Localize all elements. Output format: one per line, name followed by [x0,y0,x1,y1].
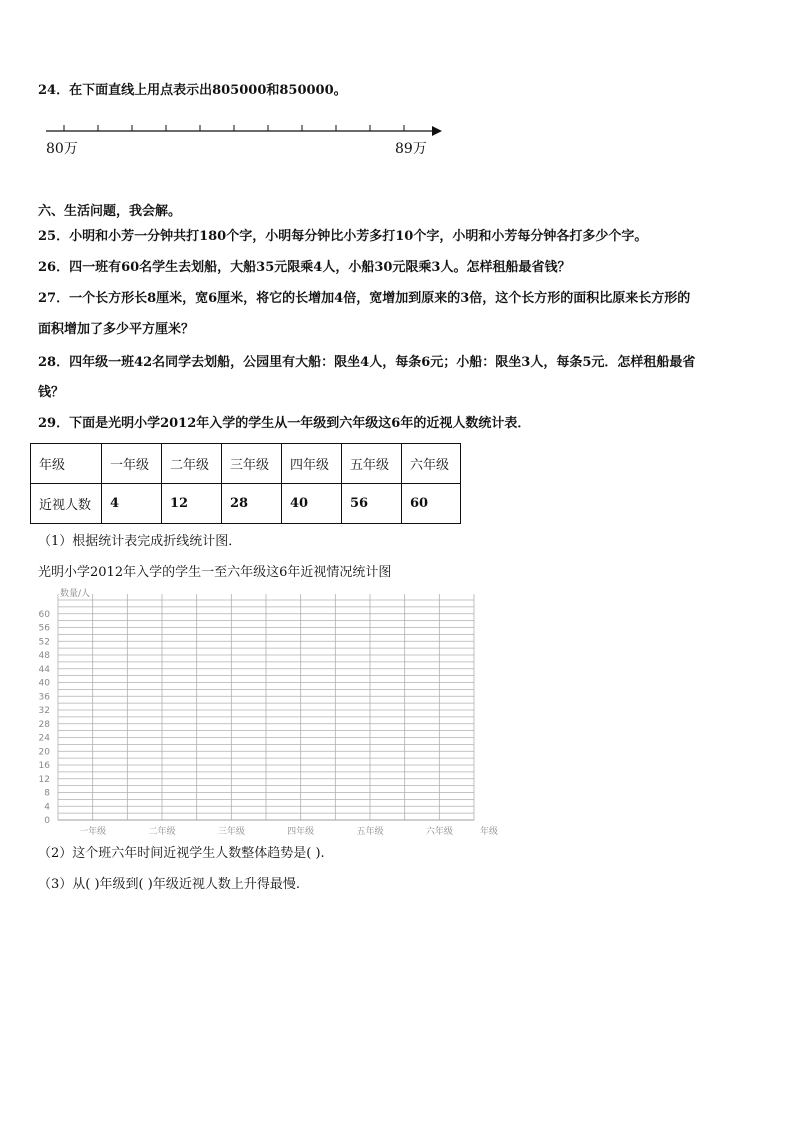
table-cell: 近视人数 [31,484,102,524]
table-cell: 二年级 [162,444,222,484]
table-row [31,484,461,524]
q27-line1: 27．一个长方形长8厘米，宽6厘米，将它的长增加4倍，宽增加到原来的3倍，这个长方形的面积比原来长方形的 [38,291,691,306]
q25-text: 25．小明和小芳一分钟共打180个字，小明每分钟比小芳多打10个字，小明和小芳每分钟各打多少个字。 [38,229,648,244]
y-tick-label: 20 [38,747,50,758]
q24-text: 24．在下面直线上用点表示出805000和850000。 [38,83,347,98]
table-cell: 4 [102,484,162,524]
table-cell: 12 [162,484,222,524]
y-tick-label: 24 [38,733,50,744]
y-axis-label: 数量/人 [60,589,91,599]
y-tick-label: 8 [44,788,50,799]
table-row [31,444,461,484]
table-cell: 五年级 [342,444,402,484]
y-tick-label: 36 [38,692,50,703]
q29-intro: 29．下面是光明小学2012年入学的学生从一年级到六年级这6年的近视人数统计表． [38,416,531,431]
y-tick-label: 56 [38,623,50,634]
y-tick-label: 28 [38,719,50,730]
y-tick-label: 32 [38,706,50,716]
stats-table [30,443,461,524]
y-tick-label: 12 [38,774,50,785]
table-cell: 三年级 [222,444,282,484]
y-tick-label: 52 [38,637,50,648]
number-line [40,118,450,158]
x-tick-label: 二年级 [148,827,176,837]
y-tick-label: 4 [44,802,50,813]
y-tick-label: 40 [38,678,50,689]
table-cell: 40 [282,484,342,524]
table-cell: 56 [342,484,402,524]
x-tick-label: 一年级 [79,827,107,837]
q29-sub1: （1）根据统计表完成折线统计图． [38,534,242,549]
q29-sub3: （3）从( )年级到( )年级近视人数上升得最慢. [38,877,300,892]
q28-line2: 钱？ [38,385,65,400]
x-tick-label: 五年级 [356,827,384,837]
x-axis-label: 年级 [480,827,499,837]
q27-line2: 面积增加了多少平方厘米？ [38,322,195,337]
table-cell: 六年级 [402,444,461,484]
x-tick-label: 六年级 [425,827,453,837]
x-tick-label: 四年级 [287,827,315,837]
table-cell: 四年级 [282,444,342,484]
x-tick-label: 三年级 [217,827,245,837]
y-tick-label: 48 [38,651,50,661]
table-cell: 年级 [31,444,102,484]
chart-title: 光明小学2012年入学的学生一至六年级这6年近视情况统计图 [38,565,392,580]
y-tick-label: 16 [38,761,50,771]
y-tick-label: 0 [44,816,50,826]
table-cell: 60 [402,484,461,524]
y-tick-label: 44 [38,664,50,675]
number-line-right-label: 89万 [395,141,427,157]
number-line-left-label: 80万 [46,141,78,157]
q29-sub2: （2）这个班六年时间近视学生人数整体趋势是( ). [38,846,325,861]
table-cell: 28 [222,484,282,524]
line-chart-grid [30,586,510,838]
q26-text: 26．四一班有60名学生去划船，大船35元限乘4人，小船30元限乘3人。怎样租船最省钱？ [38,260,571,275]
y-tick-label: 60 [38,609,50,620]
table-cell: 一年级 [102,444,162,484]
section-heading: 六、生活问题，我会解。 [38,204,182,219]
q28-line1: 28．四年级一班42名同学去划船，公园里有大船：限坐4人，每条6元；小船：限坐3人，每条5元．怎样租船最省 [38,355,696,370]
